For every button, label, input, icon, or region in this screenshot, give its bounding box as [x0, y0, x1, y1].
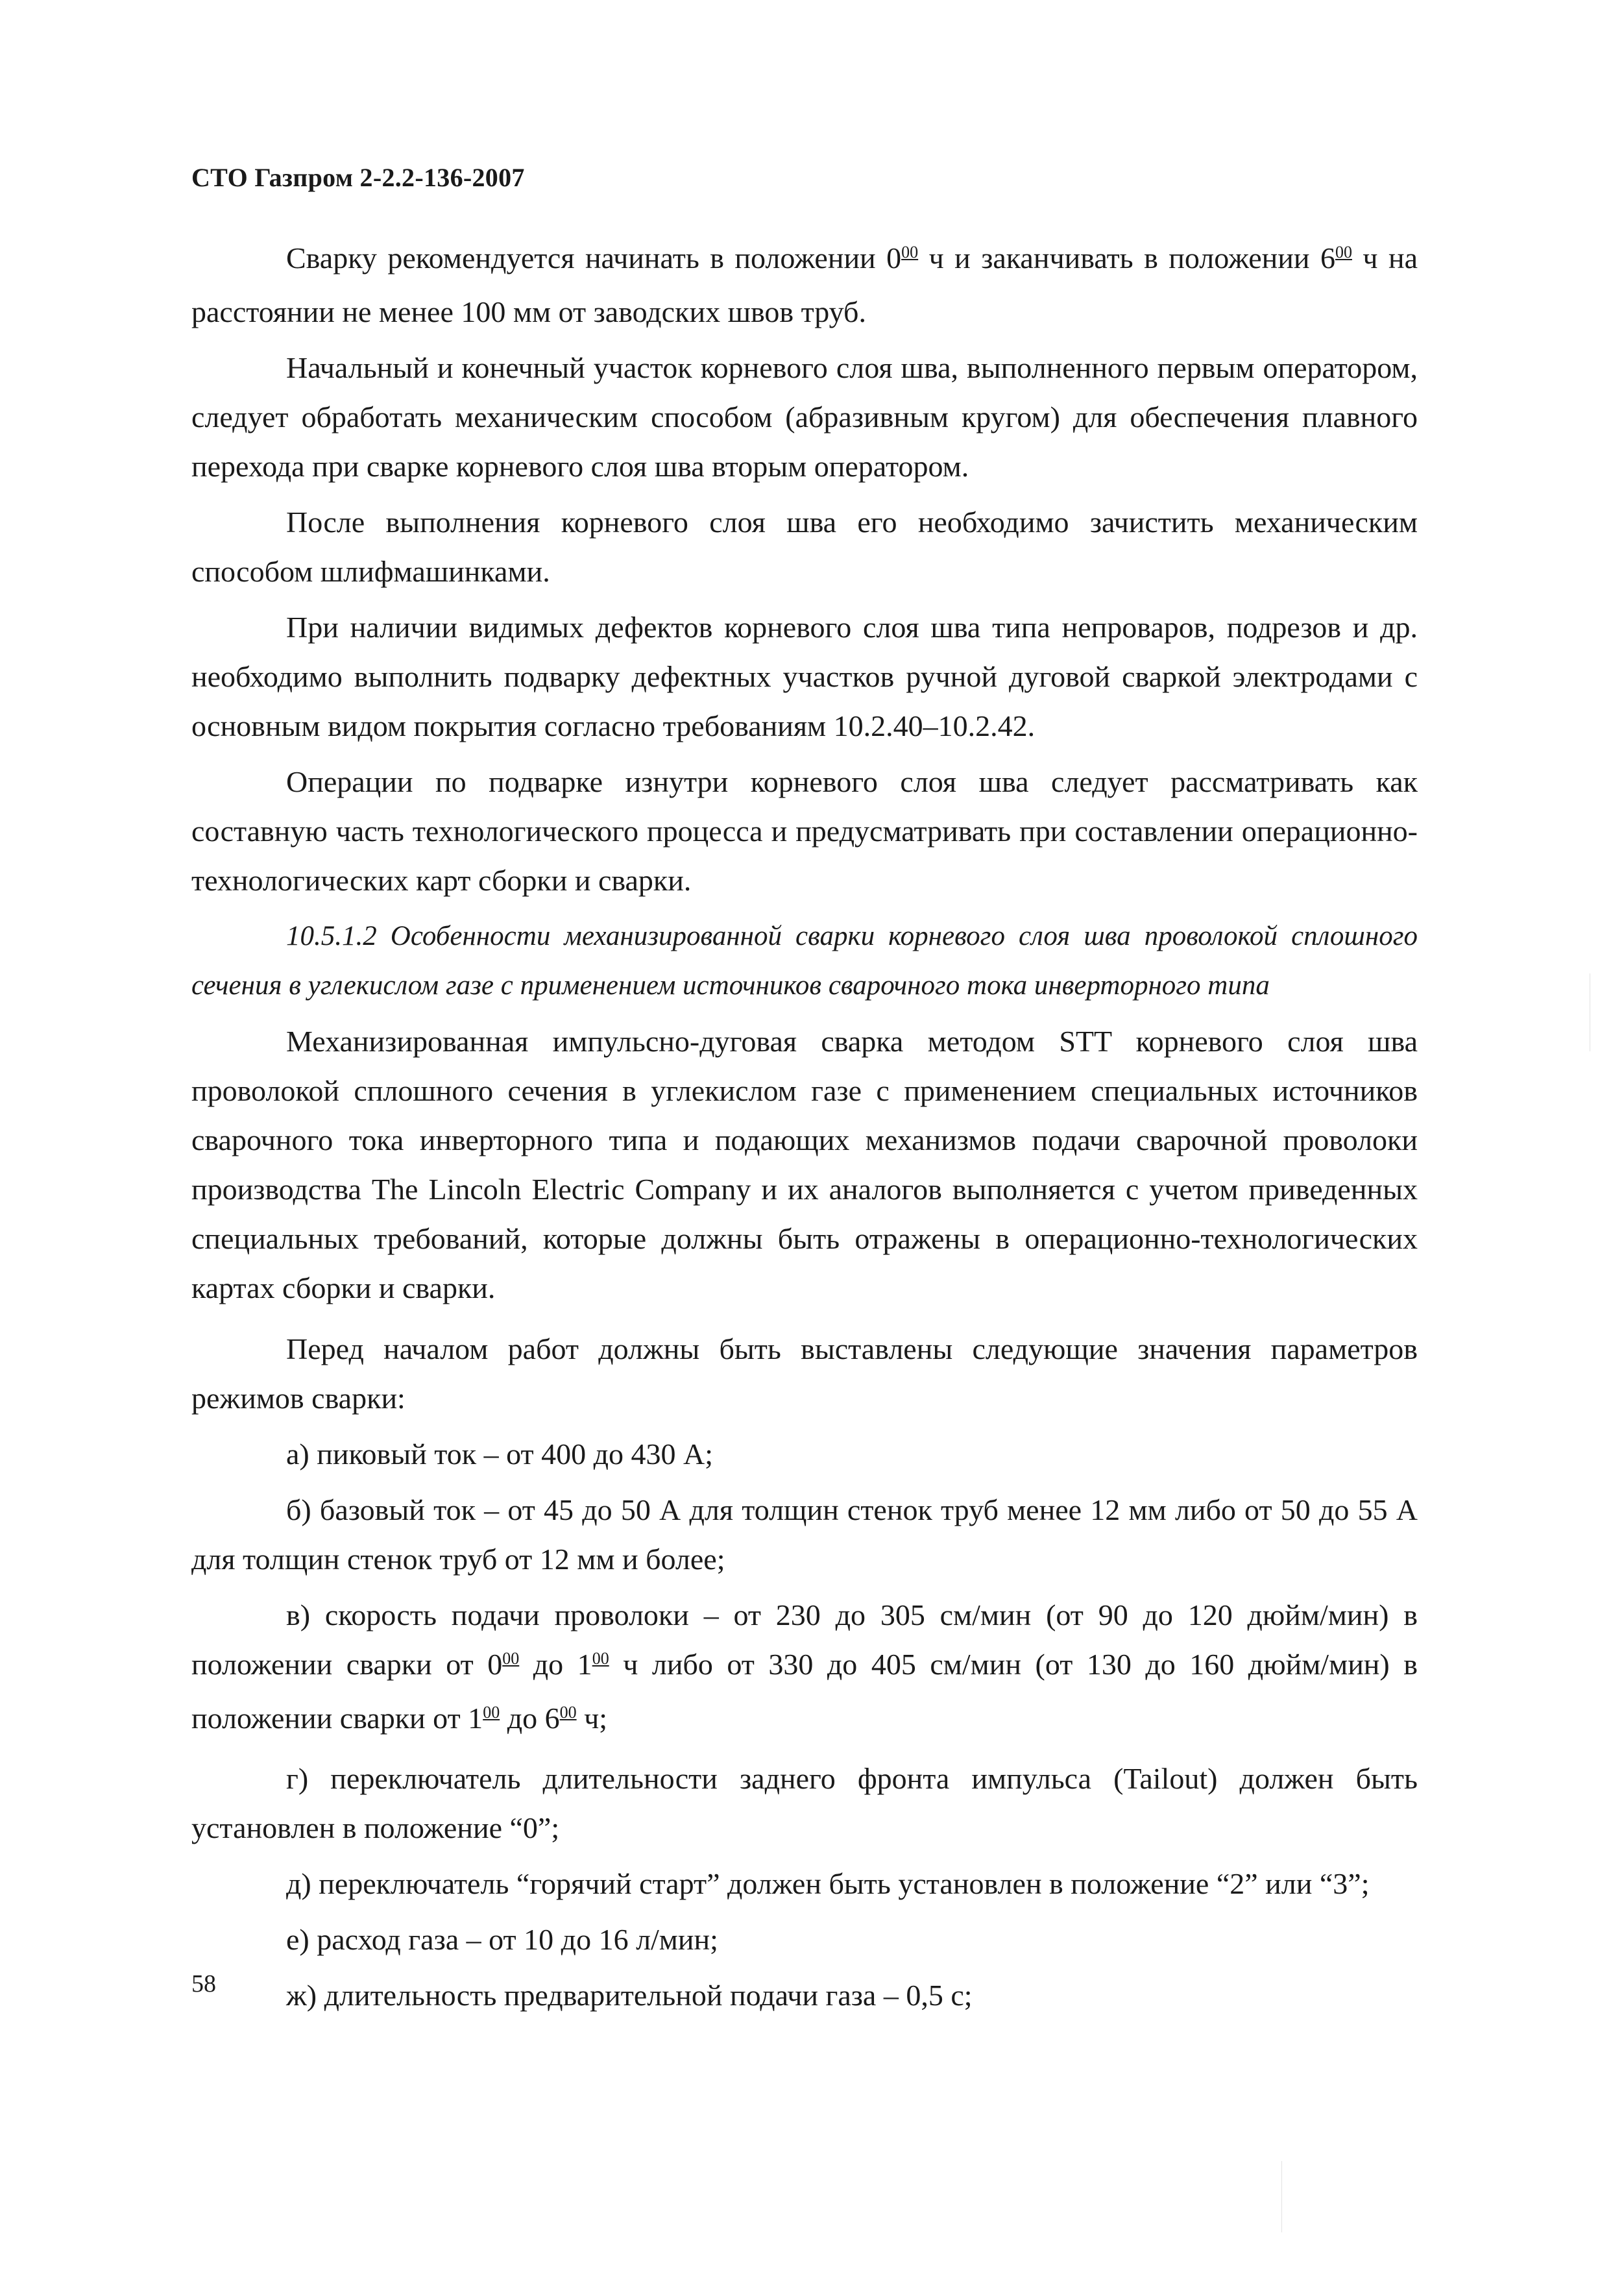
document-header: СТО Газпром 2-2.2-136-2007	[191, 163, 525, 192]
page-number: 58	[191, 1970, 216, 1997]
superscript: 00	[502, 1649, 520, 1668]
list-item	[191, 1591, 1418, 1748]
list-item: д) переключатель “горячий старт” должен быть установлен в положение “2” или “3”;	[286, 1867, 1370, 1900]
paragraph-text: ч либо от 330 до 405 см/мин (от 130 до 160 дюйм/мин) в положении сварки от 1	[191, 1648, 1418, 1735]
paragraph: При наличии видимых дефектов корневого слоя шва типа непроваров, подрезов и др. необходимо выполнить подварку дефектных участков ручной дуговой сваркой электродами с основным видом покрытия согласно требованиям 10.2.40–10.2.42.	[191, 611, 1418, 742]
list-item: е) расход газа – от 10 до 16 л/мин;	[286, 1923, 718, 1956]
paragraph	[191, 234, 1418, 337]
list-item: ж) длительность предварительной подачи газа – 0,5 с;	[286, 1979, 973, 2012]
superscript: 00	[901, 243, 919, 262]
paragraph: Механизированная импульсно-дуговая сварка методом STT корневого слоя шва проволокой сплошного сечения в углекислом газе с применением специальных источников сварочного тока инверторного типа и подающих механизмов подачи сварочной проволоки производства The Lincoln Electric Company и их аналогов выполняется с учетом приведенных специальных требований, которые должны быть отражены в операционно-технологических картах сборки и сварки.	[191, 1025, 1418, 1304]
paragraph-text: до 6	[500, 1702, 560, 1735]
paragraph: Операции по подварке изнутри корневого слоя шва следует рассматривать как составную часть технологического процесса и предусматривать при составлении операционно-технологических карт сборки и сварки.	[191, 765, 1418, 897]
list-item: б) базовый ток – от 45 до 50 А для толщин стенок труб менее 12 мм либо от 50 до 55 А для толщин стенок труб от 12 мм и более;	[191, 1493, 1418, 1576]
paragraph-text: до 1	[519, 1648, 592, 1681]
paragraph-text: ч;	[576, 1702, 608, 1735]
document-body	[191, 234, 1418, 2027]
superscript: 00	[1335, 243, 1352, 262]
paragraph-text: в) скорость подачи проволоки – от 230 до 305 см/мин (от 90 до 120 дюйм/мин) в положении сварки от 0	[191, 1598, 1418, 1681]
section-heading: 10.5.1.2 Особенности механизированной сварки корневого слоя шва проволокой сплошного сечения в углекислом газе с применением источников сварочного тока инверторного типа	[191, 921, 1418, 1001]
paragraph-text: ч на расстоянии не менее 100 мм от заводских швов труб.	[191, 241, 1418, 328]
paragraph: После выполнения корневого слоя шва его необходимо зачистить механическим способом шлифмашинками.	[191, 506, 1418, 588]
paragraph: Начальный и конечный участок корневого слоя шва, выполненного первым оператором, следует обработать механическим способом (абразивным кругом) для обеспечения плавного перехода при сварке корневого слоя шва вторым оператором.	[191, 351, 1418, 483]
superscript: 00	[592, 1649, 609, 1668]
list-item: а) пиковый ток – от 400 до 430 А;	[286, 1437, 713, 1471]
superscript: 00	[559, 1703, 577, 1722]
paragraph-text: Сварку рекомендуется начинать в положении 0	[286, 241, 902, 275]
list-item: г) переключатель длительности заднего фронта импульса (Tailout) должен быть установлен в положение “0”;	[191, 1762, 1418, 1844]
paragraph: Перед началом работ должны быть выставлены следующие значения параметров режимов сварки:	[191, 1332, 1418, 1415]
paragraph-text: ч и заканчивать в положении 6	[918, 241, 1335, 275]
superscript: 00	[483, 1703, 500, 1722]
scan-artifact-line	[1281, 2161, 1282, 2232]
